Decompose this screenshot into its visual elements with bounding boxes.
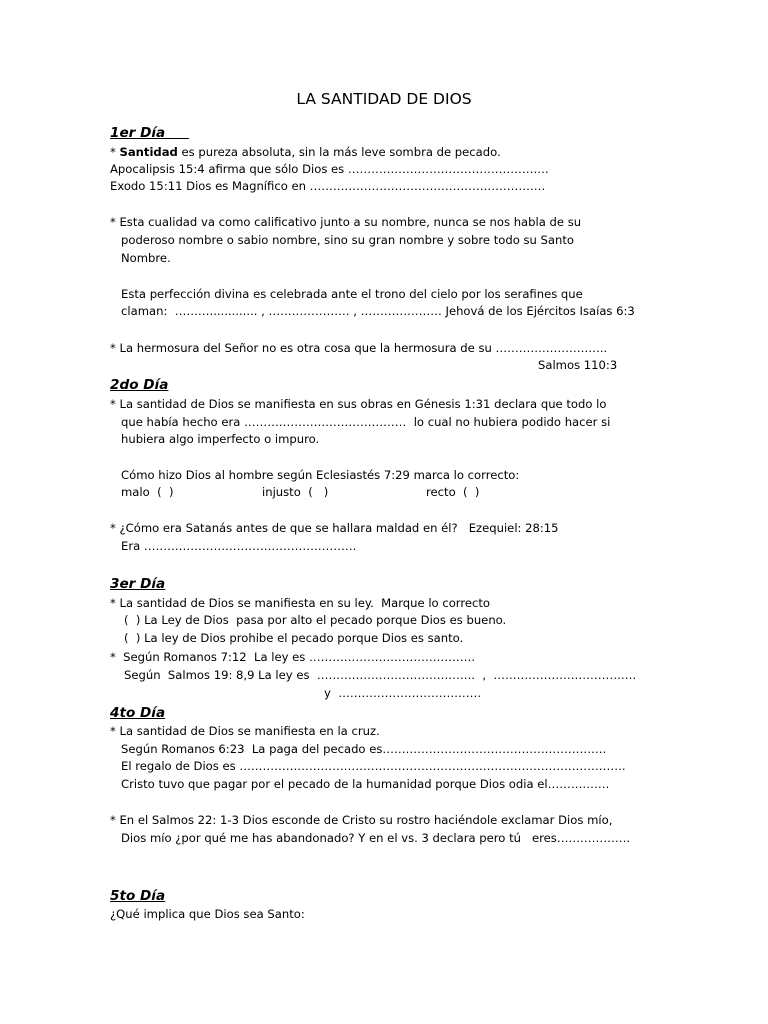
day4-line-4: Cristo tuvo que pagar por el pecado de la humanidad porque Dios odia el……………. xyxy=(121,777,610,791)
day4-line-6: Dios mío ¿por qué me has abandonado? Y en el vs. 3 declara pero tú eres………………. xyxy=(121,831,631,845)
day1-heading: 1er Día xyxy=(110,125,189,141)
day4-line-3: El regalo de Dios es ………………………………………………………………………………………. xyxy=(121,759,626,773)
day3-option-2: ( ) La ley de Dios prohibe el pecado porque Dios es santo. xyxy=(124,631,464,645)
day2-line-5: * ¿Cómo era Satanás antes de que se hallara maldad en él? Ezequiel: 28:15 xyxy=(110,521,559,535)
option-malo: malo ( ) xyxy=(121,485,174,499)
day2-heading: 2do Día xyxy=(110,377,169,393)
option-recto: recto ( ) xyxy=(426,485,480,499)
day2-line-3: hubiera algo imperfecto o impuro. xyxy=(121,432,320,446)
day4-line-5: * En el Salmos 22: 1-3 Dios esconde de Cristo su rostro haciéndole exclamar Dios mío, xyxy=(110,813,613,827)
page-title: LA SANTIDAD DE DIOS xyxy=(296,90,472,108)
day2-line-1: * La santidad de Dios se manifiesta en sus obras en Génesis 1:31 declara que todo lo xyxy=(110,397,607,411)
day4-line-1: * La santidad de Dios se manifiesta en la cruz. xyxy=(110,724,380,738)
day1-line-7: Esta perfección divina es celebrada ante el trono del cielo por los serafines que xyxy=(121,287,583,301)
day2-line-4: Cómo hizo Dios al hombre según Eclesiastés 7:29 marca lo correcto: xyxy=(121,468,520,482)
definition-text: es pureza absoluta, sin la más leve sombra de pecado. xyxy=(177,145,501,159)
day1-definition xyxy=(110,144,501,161)
day1-line-6: Nombre. xyxy=(121,251,171,265)
day3-option-1: ( ) La Ley de Dios pasa por alto el pecado porque Dios es bueno. xyxy=(124,613,507,627)
definition-term: Santidad xyxy=(119,145,178,159)
day2-line-2: que había hecho era …………………………………… lo cual no hubiera podido hacer si xyxy=(121,415,611,429)
day1-line-4: * Esta cualidad va como calificativo junto a su nombre, nunca se nos habla de su xyxy=(110,215,582,229)
option-injusto: injusto ( ) xyxy=(262,485,329,499)
day1-line-9: * La hermosura del Señor no es otra cosa que la hermosura de su ……………………….. xyxy=(110,341,608,355)
day1-reference: Salmos 110:3 xyxy=(538,358,618,372)
day4-line-2: Según Romanos 6:23 La paga del pecado es…………………………………………………. xyxy=(121,742,607,756)
day2-line-6: Era ………………………………………………. xyxy=(121,539,357,553)
day3-line-6: y ………………………………. xyxy=(324,686,482,700)
definition-bullet: * xyxy=(110,145,120,159)
day1-line-5: poderoso nombre o sabio nombre, sino su gran nombre y sobre todo su Santo xyxy=(121,233,575,247)
day5-question: ¿Qué implica que Dios sea Santo: xyxy=(110,907,305,921)
day1-line-3: Exodo 15:11 Dios es Magnífico en ……………………………………………………. xyxy=(110,179,546,193)
day3-line-4: * Según Romanos 7:12 La ley es ……………………………………. xyxy=(110,650,476,664)
day3-line-5: Según Salmos 19: 8,9 La ley es ………………………………….. , ………………………………. xyxy=(124,668,637,682)
day3-heading: 3er Día xyxy=(110,576,166,592)
day3-line-1: * La santidad de Dios se manifiesta en su ley. Marque lo correcto xyxy=(110,596,491,610)
day4-heading: 4to Día xyxy=(110,705,166,721)
day5-heading: 5to Día xyxy=(110,888,166,904)
day1-line-2: Apocalipsis 15:4 afirma que sólo Dios es ……………………………………………. xyxy=(110,162,549,176)
day1-line-8: claman: ………............. , ………………… , ………………… Jehová de los Ejércitos Isaías 6:3 xyxy=(121,304,635,318)
